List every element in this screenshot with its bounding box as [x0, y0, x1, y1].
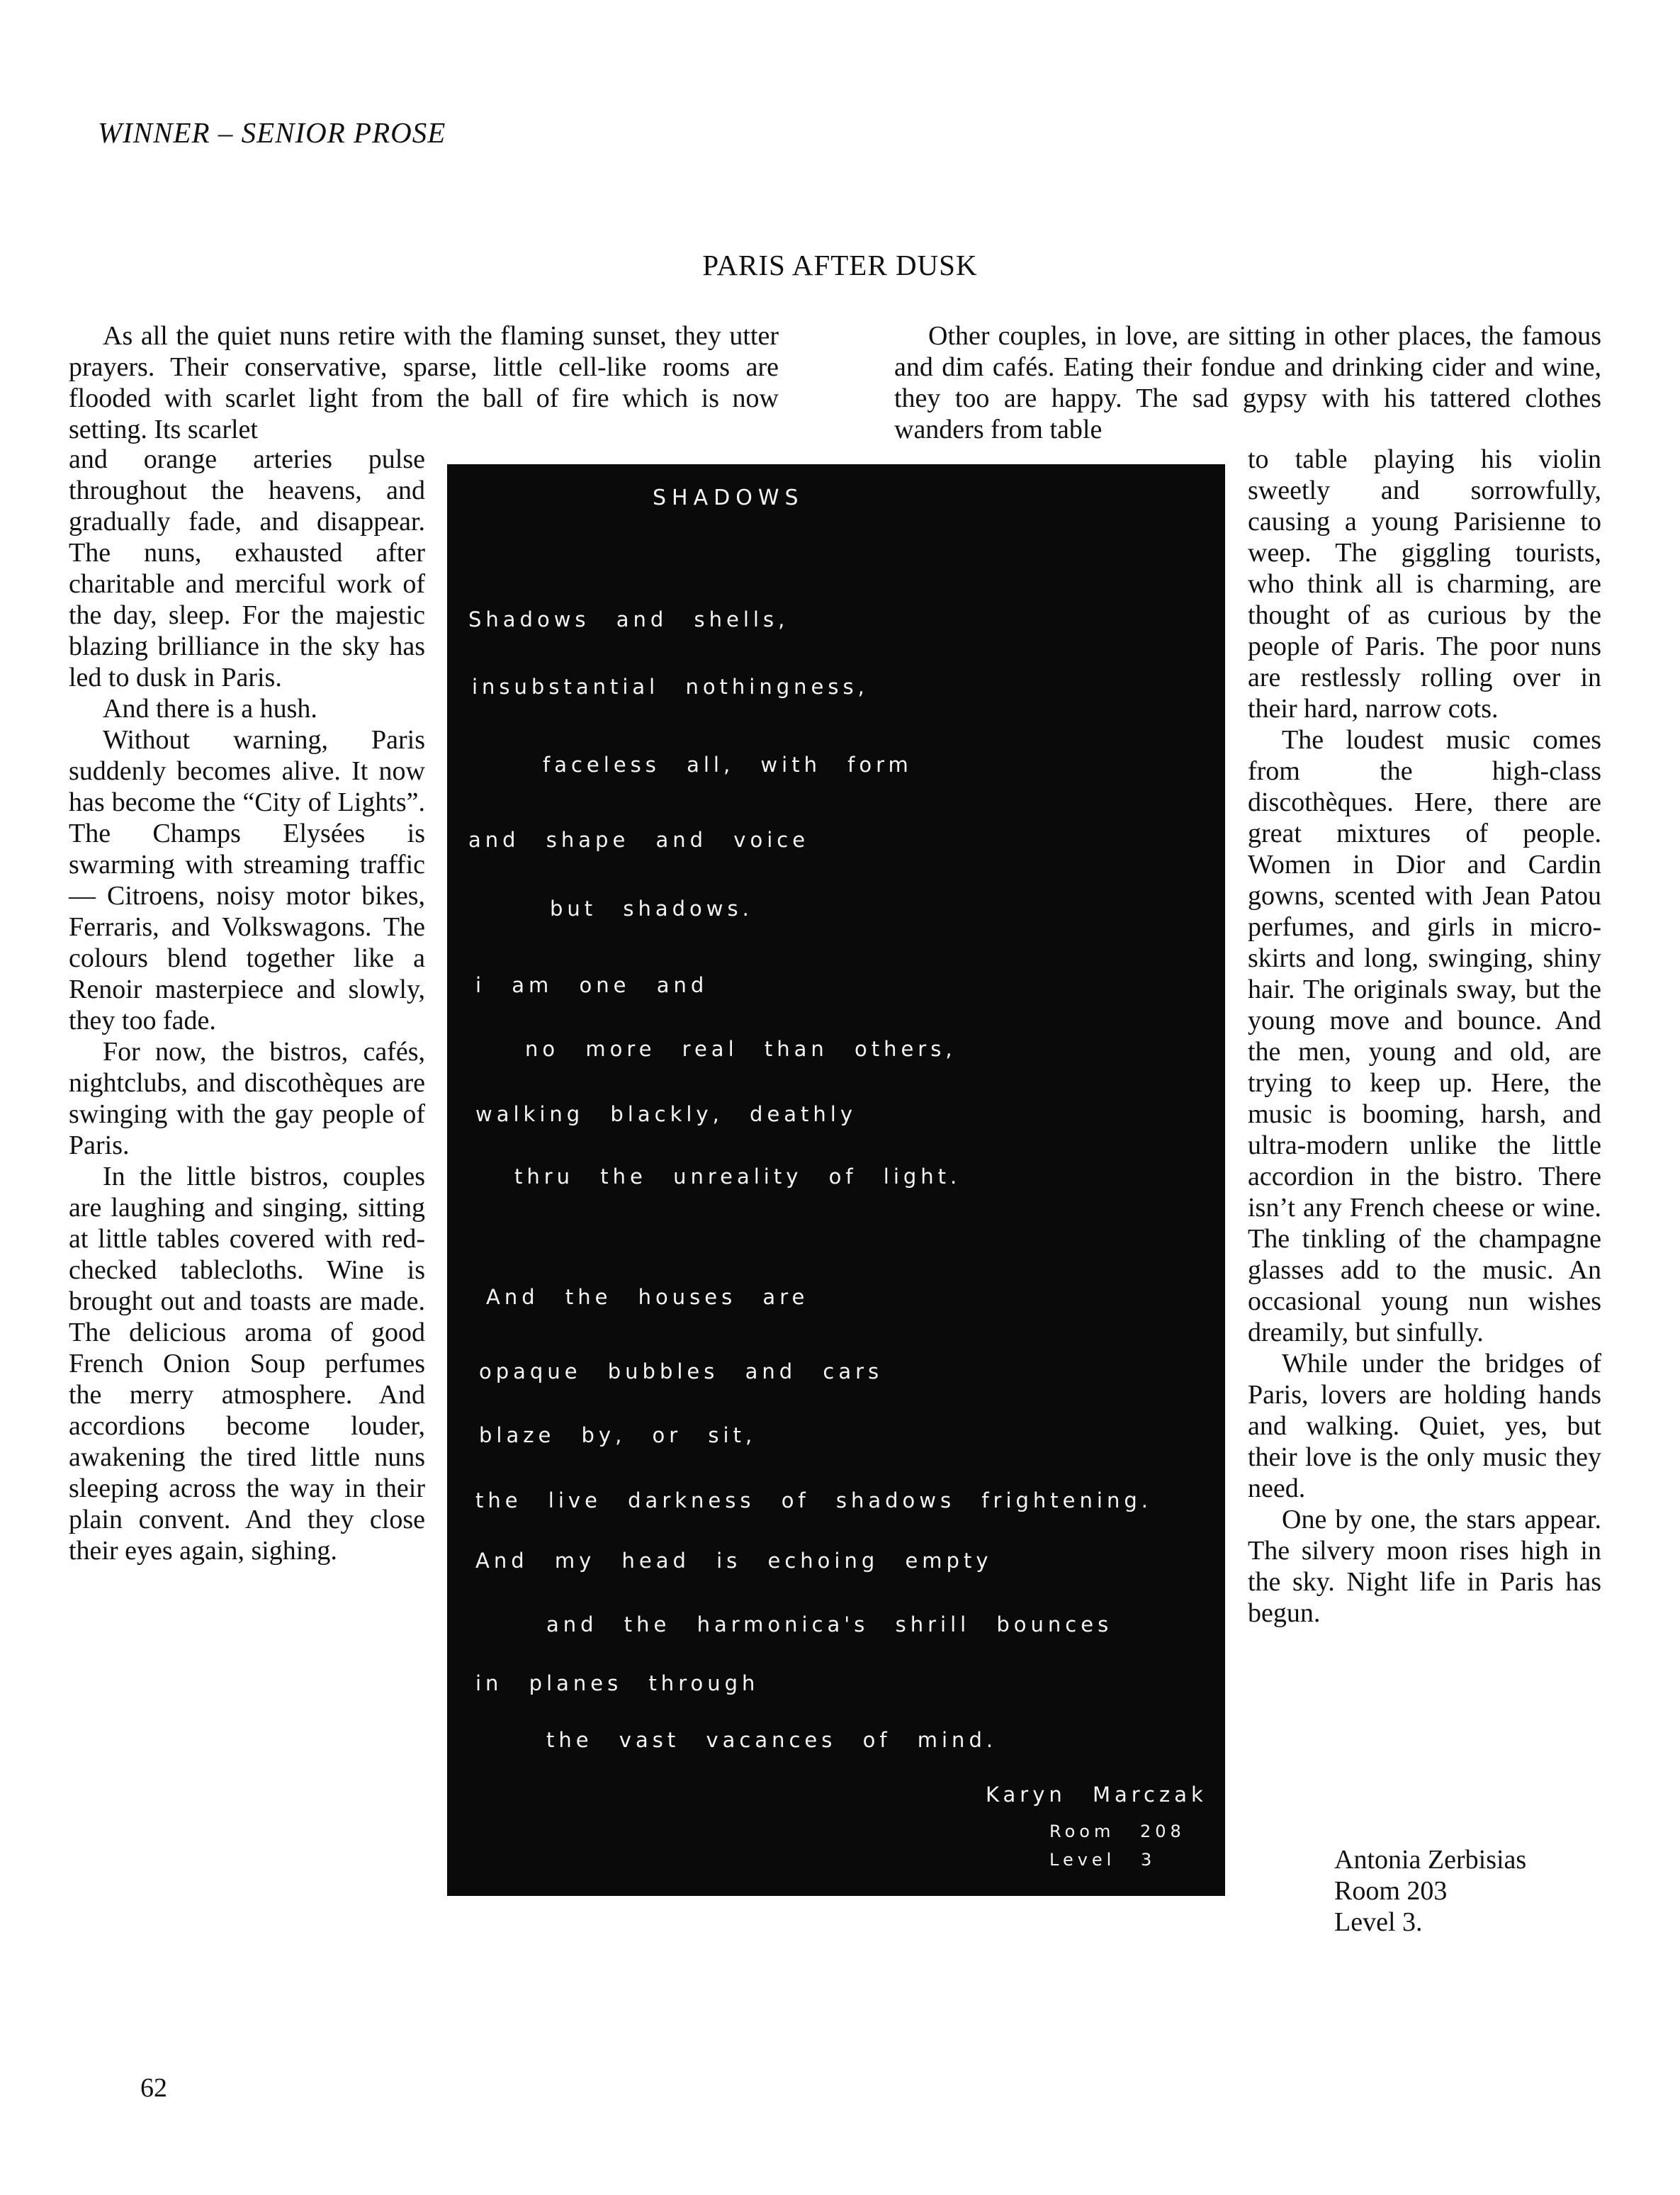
paragraph: And there is a hush.: [103, 694, 317, 724]
paragraph: While under the bridges of Paris, lovers are holding hands and walking. Quiet, yes, but their love is the only music they need.: [1248, 1349, 1601, 1503]
poem-line: and the harmonica's shrill bounces: [546, 1612, 1113, 1637]
poem-line: walking blackly, deathly: [475, 1102, 857, 1126]
right-column: [1248, 444, 1601, 1629]
paragraph: One by one, the stars appear. The silvery moon rises high in the sky. Night life in Paris has begun.: [1248, 1505, 1601, 1628]
poem-line: no more real than others,: [525, 1037, 957, 1061]
paragraph: In the little bistros, couples are laughing and singing, sitting at little tables covered with red-checked tablecloths. Wine is brought out and toasts are made. The delicious aroma of good French Onion Soup perfumes the merry atmosphere. And accordions become louder, awakening the tired little nuns sleeping across the way in their plain convent. And they close their eyes again, sighing.: [69, 1162, 425, 1566]
paragraph: The loudest music comes from the high-class discothèques. Here, there are great mixtures of people. Women in Dior and Cardin gowns, scented with Jean Patou perfumes, and girls in micro-skirts and long, swinging, shiny hair. The originals sway, but the young move and bounce. And the men, young and old, are trying to keep up. Here, the music is booming, harsh, and ultra-modern unlike the little accordion in the bistro. There isn’t any French cheese or wine. The tinkling of the champagne glasses add to the music. An occasional young nun wishes dreamily, but sinfully.: [1248, 725, 1601, 1347]
poem-level: Level 3: [1049, 1850, 1156, 1870]
paragraph: Other couples, in love, are sitting in other places, the famous and dim cafés. Eating their fondue and drinking cider and wine, they too are happy. The sad gypsy with his tattered clothes wanders from table: [894, 321, 1601, 444]
poem-line: Shadows and shells,: [468, 607, 789, 631]
poem-author: Karyn Marczak: [986, 1783, 1207, 1807]
poem-line: but shadows.: [550, 897, 753, 921]
poem-line: insubstantial nothingness,: [472, 675, 869, 699]
page-number: 62: [140, 2073, 167, 2103]
author-name: Antonia Zerbisias: [1334, 1845, 1527, 1875]
left-column-top: [69, 320, 779, 445]
paragraph: Without warning, Paris suddenly becomes alive. It now has become the “City of Lights”. The Champs Elysées is swarming with streaming traffic — Citroens, noisy motor bikes, Ferraris, and Volkswagons. The colours blend together like a Renoir masterpiece and slowly, they too fade.: [69, 725, 425, 1035]
right-column-top: [894, 320, 1601, 445]
poem-room: Room 208: [1049, 1821, 1185, 1841]
article-title: PARIS AFTER DUSK: [702, 249, 978, 281]
paragraph: to table playing his violin sweetly and sorrowfully, causing a young Parisienne to weep. The giggling tourists, who think all is charming, are thought of as curious by the people of Paris. The poor nuns are restlessly rolling over in their hard, narrow cots.: [1248, 444, 1601, 724]
poem-line: And the houses are: [486, 1285, 809, 1309]
paragraph: For now, the bistros, cafés, nightclubs, and discothèques are swinging with the gay people of Paris.: [69, 1037, 425, 1160]
poem-title: SHADOWS: [653, 485, 804, 510]
poem-line: the vast vacances of mind.: [546, 1728, 998, 1752]
poem-panel: [447, 464, 1225, 1896]
paragraph: As all the quiet nuns retire with the flaming sunset, they utter prayers. Their conservative, sparse, little cell-like rooms are flooded with scarlet light from the ball of fire which is now setting. Its scarlet: [69, 321, 779, 444]
poem-line: thru the unreality of light.: [514, 1164, 962, 1189]
poem-line: in planes through: [475, 1671, 760, 1695]
paragraph: and orange arteries pulse throughout the heavens, and gradually fade, and disappear. The nuns, exhausted after charitable and merciful work of the day, sleep. For the majestic blazing brilliance in the sky has led to dusk in Paris.: [69, 444, 425, 692]
poem-line: and shape and voice: [468, 828, 810, 852]
author-block: [1334, 1844, 1526, 1938]
author-level: Level 3.: [1334, 1907, 1423, 1937]
poem-line: blaze by, or sit,: [479, 1423, 757, 1447]
author-room: Room 203: [1334, 1876, 1448, 1906]
left-column: [69, 444, 425, 1566]
poem-line: And my head is echoing empty: [475, 1549, 993, 1573]
poem-line: the live darkness of shadows frightening.: [475, 1488, 1152, 1512]
poem-line: i am one and: [475, 973, 709, 997]
poem-line: faceless all, with form: [543, 753, 913, 777]
section-header: WINNER – SENIOR PROSE: [98, 116, 446, 149]
poem-line: opaque bubbles and cars: [479, 1359, 884, 1383]
